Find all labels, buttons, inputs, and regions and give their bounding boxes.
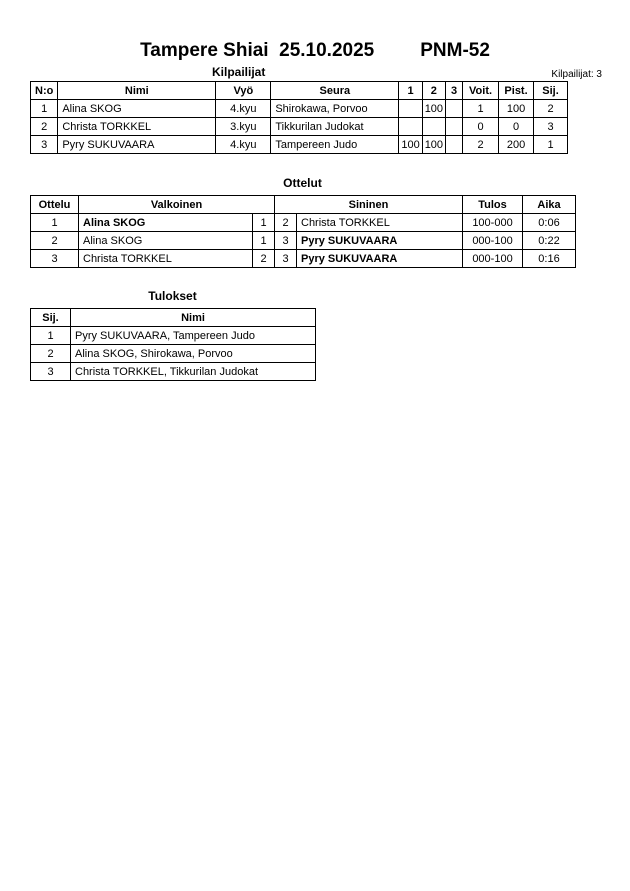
competitor-number: 2 (31, 118, 58, 136)
match-row (31, 232, 576, 250)
col-match1: 1 (399, 82, 422, 100)
match3-score (446, 118, 463, 136)
results-header-row (31, 309, 316, 327)
competitors-header-row (31, 82, 568, 100)
match-row (31, 214, 576, 232)
matches-header-row (31, 196, 576, 214)
blue-competitor: Christa TORKKEL (297, 214, 463, 232)
match3-score (446, 136, 463, 154)
col-wins: Voit. (463, 82, 499, 100)
competitor-name: Alina SKOG (58, 100, 216, 118)
competitor-belt: 4.kyu (216, 100, 271, 118)
competitors-section-title: Kilpailijat (212, 65, 266, 79)
col-name: Nimi (71, 309, 316, 327)
competitor-name: Pyry SUKUVAARA (58, 136, 216, 154)
blue-competitor: Pyry SUKUVAARA (297, 250, 463, 268)
col-name: Nimi (58, 82, 216, 100)
white-competitor: Alina SKOG (79, 214, 253, 232)
results-section-title: Tulokset (148, 289, 197, 303)
blue-competitor-number: 3 (275, 232, 297, 250)
match1-score: 100 (399, 136, 422, 154)
competitor-club: Shirokawa, Porvoo (271, 100, 399, 118)
match-time: 0:16 (523, 250, 576, 268)
match-number: 1 (31, 214, 79, 232)
competitor-wins: 1 (463, 100, 499, 118)
competitor-belt: 3.kyu (216, 118, 271, 136)
competitor-club: Tikkurilan Judokat (271, 118, 399, 136)
blue-competitor: Pyry SUKUVAARA (297, 232, 463, 250)
competitor-place: 1 (534, 136, 568, 154)
white-competitor-number: 1 (253, 232, 275, 250)
match-number: 2 (31, 232, 79, 250)
result-name: Pyry SUKUVAARA, Tampereen Judo (71, 327, 316, 345)
result-row (31, 363, 316, 381)
col-result: Tulos (463, 196, 523, 214)
match2-score: 100 (422, 136, 445, 154)
result-row (31, 327, 316, 345)
match2-score (422, 118, 445, 136)
match1-score (399, 118, 422, 136)
match-result: 100-000 (463, 214, 523, 232)
competitor-number: 1 (31, 100, 58, 118)
result-name: Alina SKOG, Shirokawa, Porvoo (71, 345, 316, 363)
competitor-name: Christa TORKKEL (58, 118, 216, 136)
col-club: Seura (271, 82, 399, 100)
col-time: Aika (523, 196, 576, 214)
blue-competitor-number: 2 (275, 214, 297, 232)
match3-score (446, 100, 463, 118)
result-place: 2 (31, 345, 71, 363)
competitor-number: 3 (31, 136, 58, 154)
competitor-row (31, 136, 568, 154)
col-white: Valkoinen (79, 196, 275, 214)
col-match: Ottelu (31, 196, 79, 214)
result-name: Christa TORKKEL, Tikkurilan Judokat (71, 363, 316, 381)
col-match3: 3 (446, 82, 463, 100)
result-place: 1 (31, 327, 71, 345)
competitor-points: 200 (499, 136, 534, 154)
white-competitor: Alina SKOG (79, 232, 253, 250)
competitor-club: Tampereen Judo (271, 136, 399, 154)
col-blue: Sininen (275, 196, 463, 214)
competitor-belt: 4.kyu (216, 136, 271, 154)
category-label: PNM-52 (420, 40, 490, 61)
competitor-row (31, 118, 568, 136)
page-title (0, 0, 630, 62)
white-competitor: Christa TORKKEL (79, 250, 253, 268)
match1-score (399, 100, 422, 118)
competitor-place: 2 (534, 100, 568, 118)
match-time: 0:06 (523, 214, 576, 232)
col-place: Sij. (31, 309, 71, 327)
event-title: Tampere Shiai 25.10.2025 (140, 40, 375, 61)
result-row (31, 345, 316, 363)
competitor-row (31, 100, 568, 118)
competitor-wins: 2 (463, 136, 499, 154)
competitor-wins: 0 (463, 118, 499, 136)
matches-section-title: Ottelut (283, 176, 322, 190)
results-table (30, 308, 316, 381)
competitor-points: 0 (499, 118, 534, 136)
competitor-place: 3 (534, 118, 568, 136)
col-place: Sij. (534, 82, 568, 100)
competitors-count: Kilpailijat: 3 (551, 69, 602, 80)
col-match2: 2 (422, 82, 445, 100)
col-number: N:o (31, 82, 58, 100)
blue-competitor-number: 3 (275, 250, 297, 268)
matches-table (30, 195, 576, 268)
white-competitor-number: 1 (253, 214, 275, 232)
match-result: 000-100 (463, 250, 523, 268)
col-belt: Vyö (216, 82, 271, 100)
match-number: 3 (31, 250, 79, 268)
result-place: 3 (31, 363, 71, 381)
competitors-table (30, 81, 568, 154)
match-time: 0:22 (523, 232, 576, 250)
match-result: 000-100 (463, 232, 523, 250)
white-competitor-number: 2 (253, 250, 275, 268)
competitor-points: 100 (499, 100, 534, 118)
match2-score: 100 (422, 100, 445, 118)
match-row (31, 250, 576, 268)
col-points: Pist. (499, 82, 534, 100)
